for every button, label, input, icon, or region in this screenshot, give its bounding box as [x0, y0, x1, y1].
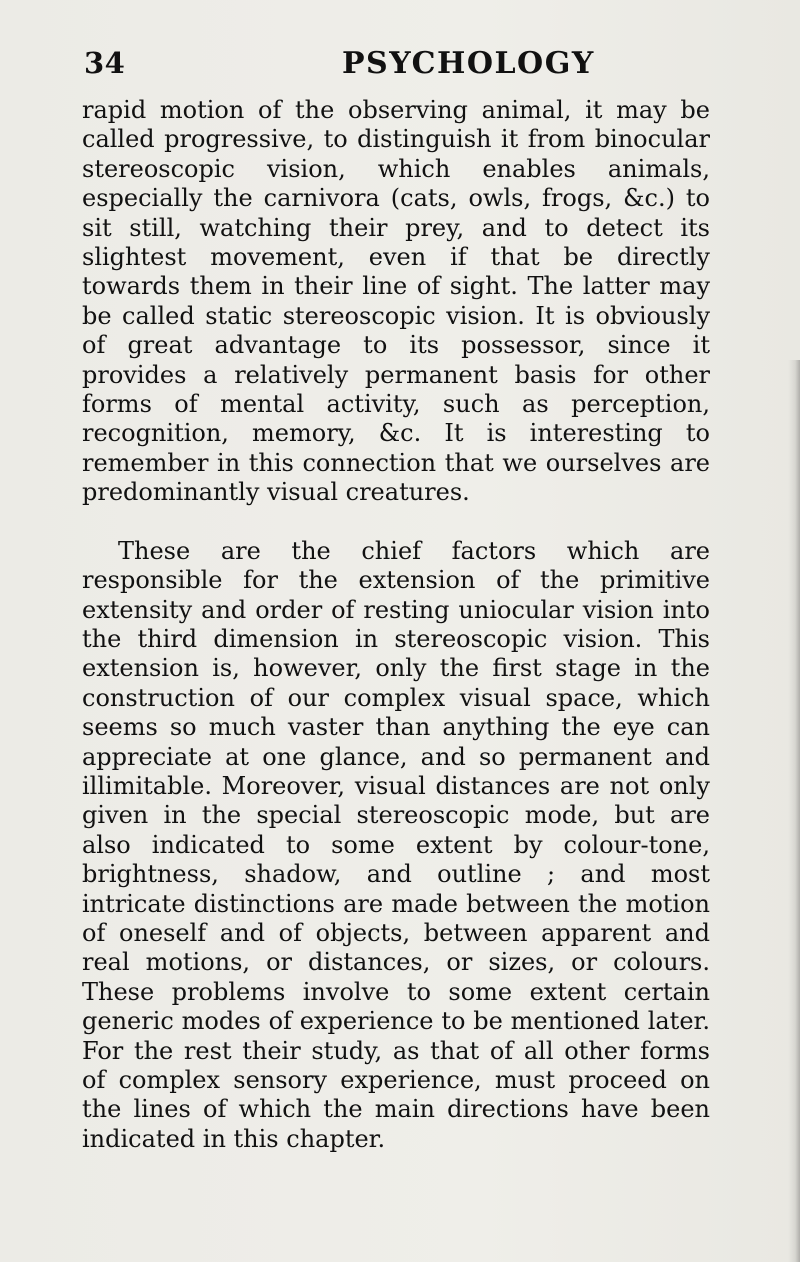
page-number: 34	[84, 46, 126, 80]
paragraph: These are the chief factors which are responsible for the extension of the primitive extensity and order of resting uniocular vision into the third dimension in stereoscopic vision. This extension is, however, only the first stage in the construction of our complex visual space, which seems so much vaster than anything the eye can appreciate at one glance, and so permanent and illimitable. Moreover, visual distances are not only given in the special stereoscopic mode, but are also indicated to some extent by colour-tone, brightness, shadow, and outline ; and most intricate distinctions are made between the motion of oneself and of objects, between apparent and real motions, or distances, or sizes, or colours. These problems involve to some extent certain generic modes of experience to be mentioned later. For the rest their study, as that of all other forms of complex sensory experience, must proceed on the lines of which the main directions have been indicated in this chapter.	[82, 536, 710, 1153]
page-edge-shadow	[788, 360, 800, 1262]
paragraph-continued: rapid motion of the observing animal, it may be called progressive, to distinguish it from binocular stereoscopic vision, which enables animals, especially the carnivora (cats, owls, frogs, &c.) to sit still, watching their prey, and to detect its slightest movement, even if that be directly towards them in their line of sight. The latter may be called static stereoscopic vision. It is obviously of great advantage to its possessor, since it provides a relatively permanent basis for other forms of mental activity, such as perception, recognition, memory, &c. It is interesting to remember in this connection that we ourselves are predominantly visual creatures.	[82, 96, 710, 507]
running-head: PSYCHOLOGY	[342, 46, 595, 81]
page-header	[80, 46, 716, 90]
page-body	[82, 96, 710, 1154]
